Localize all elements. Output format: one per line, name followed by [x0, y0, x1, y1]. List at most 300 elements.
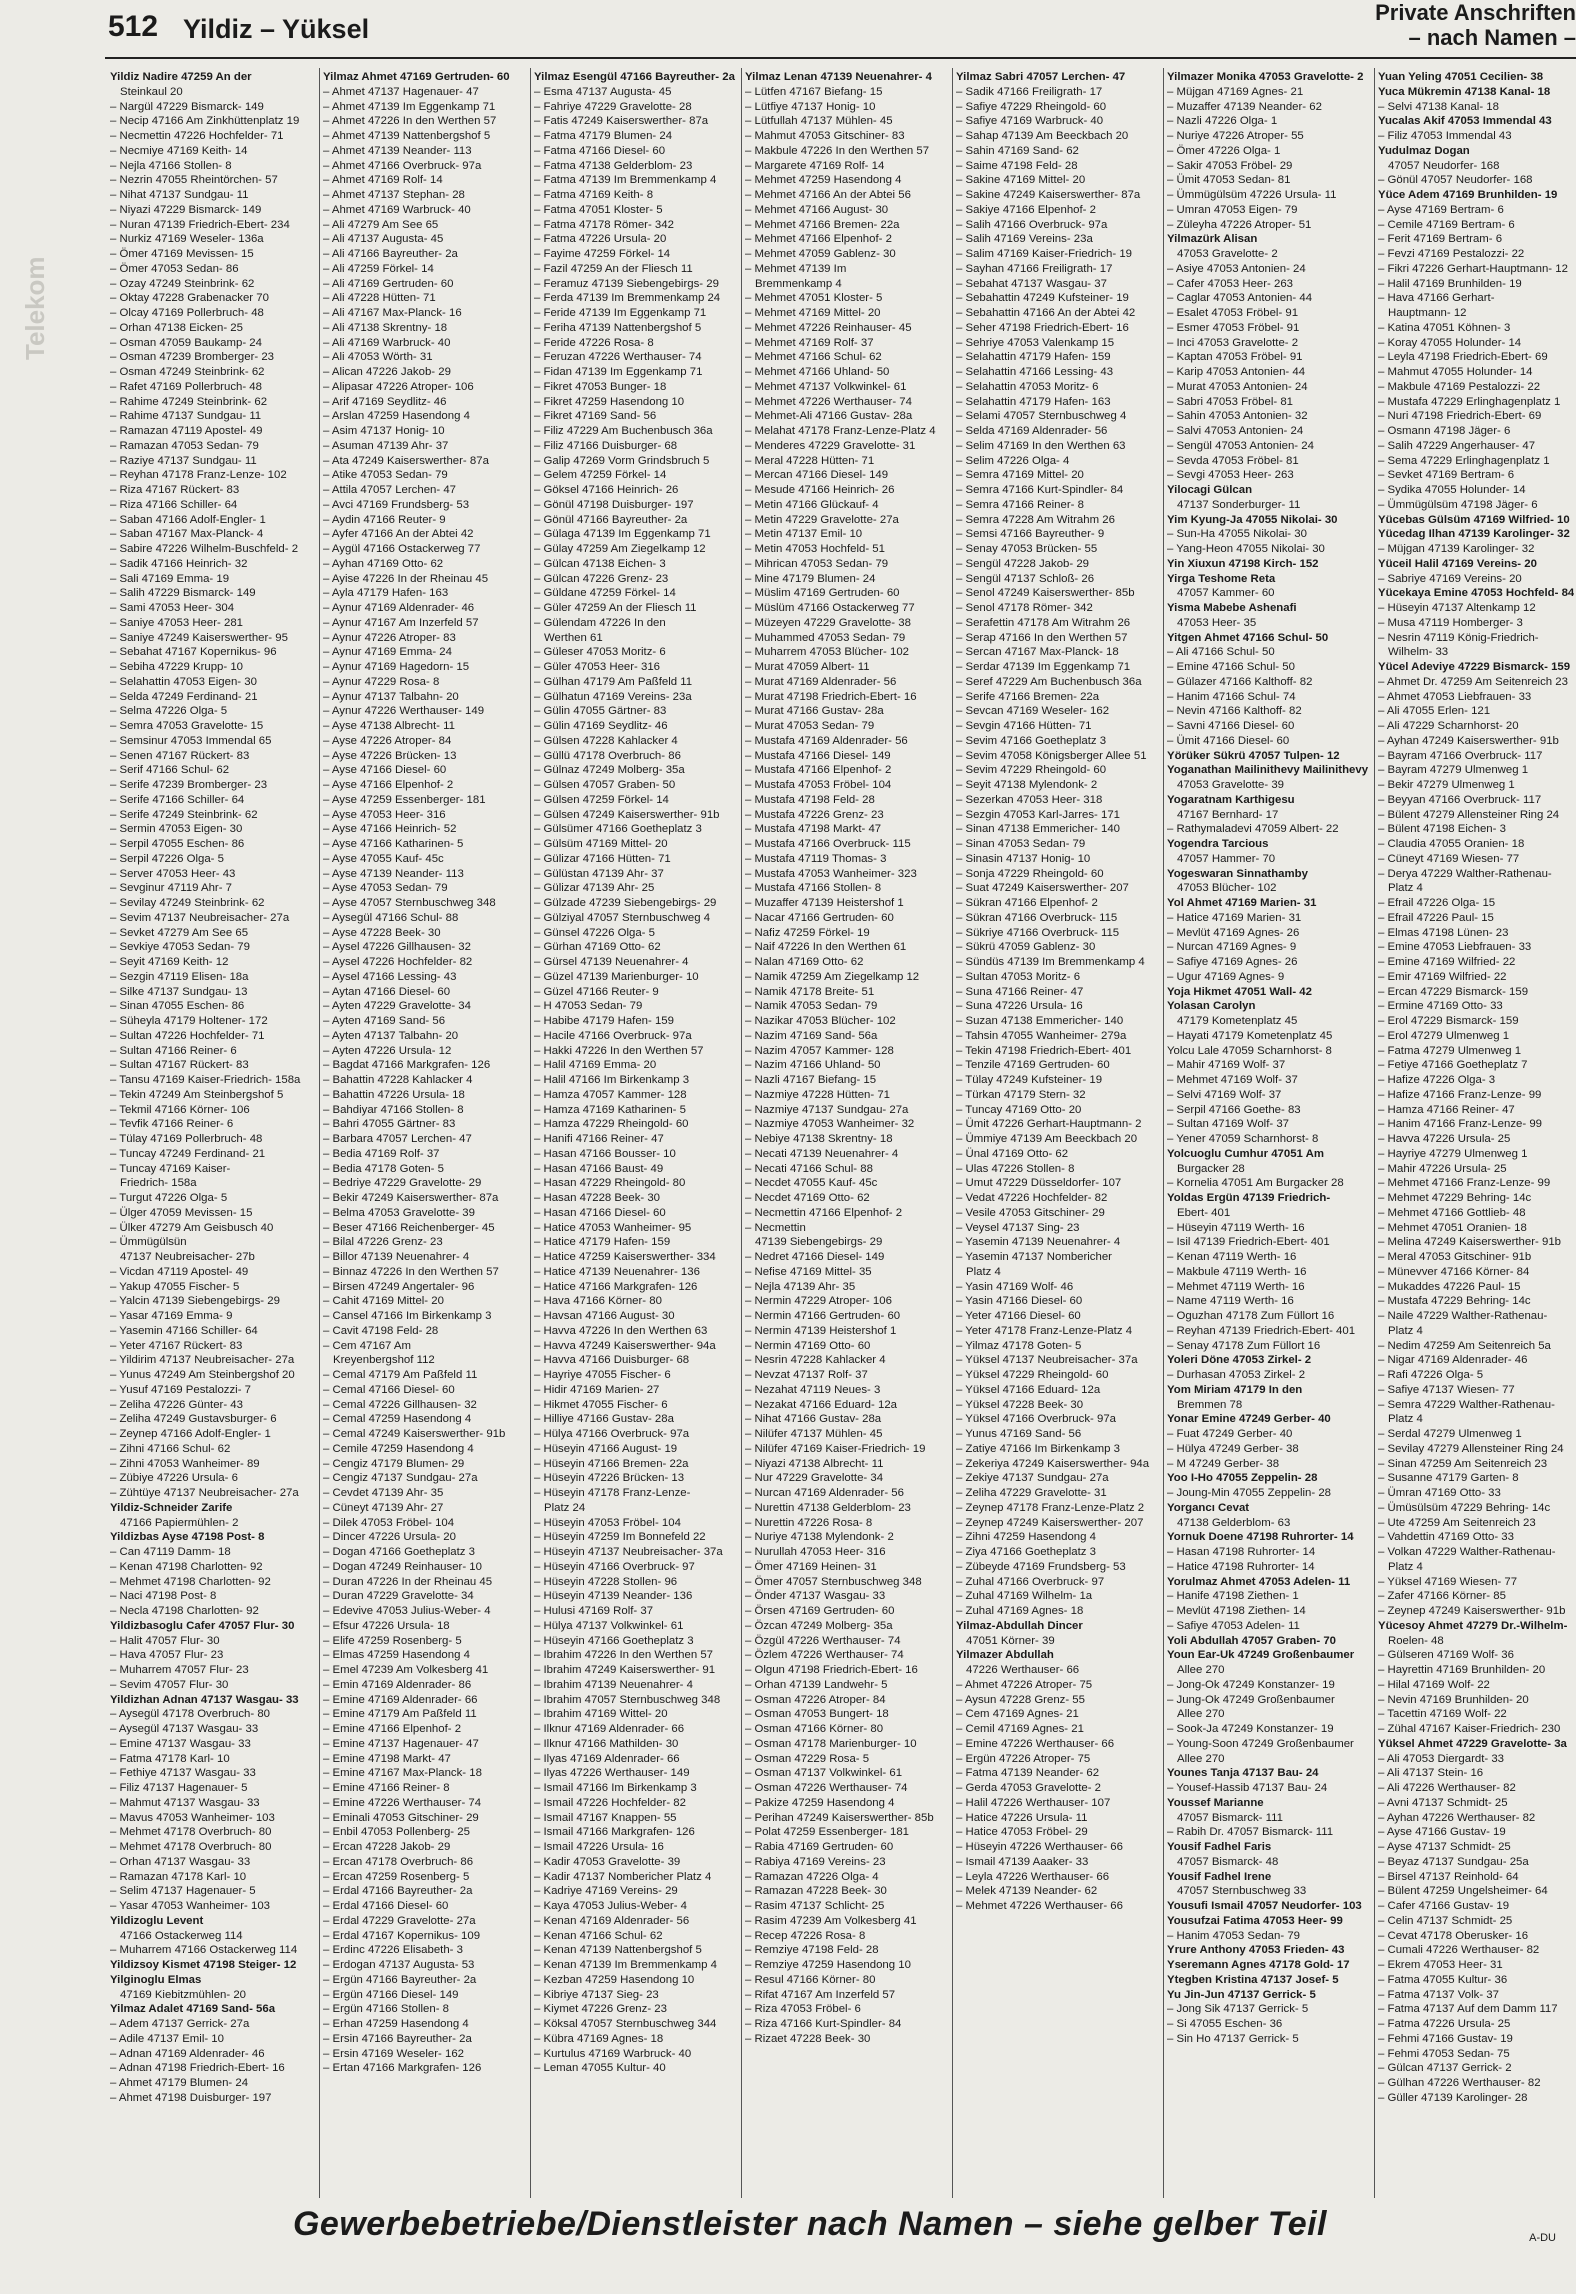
listing-entry: – Mahmut 47053 Gitschiner- 83	[745, 130, 905, 142]
listing-entry: Yim Kyung-Ja 47055 Nikolai- 30	[1167, 513, 1338, 526]
listing-entry: – Attila 47057 Lerchen- 47	[323, 484, 456, 496]
listing-entry: – Recep 47226 Rosa- 8	[745, 1929, 866, 1942]
listing-entry: – Margarete 47169 Rolf- 14	[745, 159, 885, 172]
listing-entry: – Sinan 47259 Am Seitenreich 23	[1378, 1457, 1548, 1470]
listing-entry: – Mustafa 47053 Fröbel- 104	[745, 779, 892, 791]
listing-entry-continuation: 47057 Bismarck- 48	[1177, 1855, 1279, 1868]
listing-entry: – Zeynep 47249 Kaiserswerther- 207	[956, 1516, 1144, 1529]
listing-entry: – Güler 47259 An der Fliesch 11	[534, 602, 697, 614]
listing-entry: – Nezahat 47119 Neues- 3	[745, 1383, 881, 1396]
listing-entry: – Sakine 47169 Mittel- 20	[956, 174, 1086, 187]
listing-entry: – Ümmügülsüm 47226 Ursula- 11	[1167, 189, 1337, 201]
listing-entry: – Orhan 47138 Eicken- 25	[110, 321, 243, 334]
listing-entry: – Suzan 47138 Emmericher- 140	[956, 1015, 1124, 1027]
listing-entry: – Nihat 47166 Gustav- 28a	[745, 1413, 882, 1426]
listing-entry: – Umut 47229 Düsseldorfer- 107	[956, 1177, 1122, 1190]
listing-entry: – Gülay 47259 Am Ziegelkamp 12	[534, 543, 706, 555]
listing-entry: – Emine 47226 Werthauser- 74	[323, 1796, 482, 1809]
listing-entry: – Mustafa 47198 Feld- 28	[745, 793, 875, 806]
listing-entry: – Selahattin 47053 Eigen- 30	[110, 675, 257, 688]
listing-entry: – Ümmügülsün	[110, 1236, 187, 1249]
listing-entry: – Hacile 47166 Overbruck- 97a	[534, 1029, 692, 1042]
listing-entry: – Gülziyal 47057 Sternbuschweg 4	[534, 911, 711, 924]
listing-entry: – Ismail 47166 Markgrafen- 126	[534, 1826, 695, 1839]
listing-entry: – Ilyas 47169 Aldenrader- 66	[534, 1752, 680, 1765]
listing-entry: – Namik 47178 Breite- 51	[745, 985, 875, 998]
listing-entry: – Senay 47053 Brücken- 55	[956, 543, 1098, 555]
listing-entry: – Selvi 47138 Kanal- 18	[1378, 100, 1499, 113]
listing-entry: – Fatma 47138 Gelderblom- 23	[534, 159, 693, 172]
listing-entry: – Yeter 47178 Franz-Lenze-Platz 4	[956, 1324, 1133, 1337]
listing-entry: – Ibrahim 47057 Sternbuschweg 348	[534, 1693, 721, 1706]
listing-entry: – Mehmet 47051 Kloster- 5	[745, 292, 883, 305]
listing-entry: – Bülent 47198 Eichen- 3	[1378, 823, 1506, 836]
listing-entry: – Olgun 47198 Friedrich-Ebert- 16	[745, 1664, 918, 1676]
listing-entry: – Cavit 47198 Feld- 28	[323, 1324, 439, 1337]
listing-entry: – Namik 47053 Sedan- 79	[745, 1000, 878, 1013]
listing-entry: – Nilüfer 47137 Mühlen- 45	[745, 1428, 883, 1440]
listing-entry: – Nevin 47166 Kalthoff- 82	[1167, 705, 1302, 718]
listing-entry-continuation: Platz 4	[1388, 882, 1423, 895]
listing-entry: – Fatis 47249 Kaiserswerther- 87a	[534, 115, 709, 128]
listing-entry: – Ayse 47228 Beek- 30	[323, 926, 441, 939]
listing-entry: – Fehmi 47053 Sedan- 75	[1378, 2047, 1510, 2060]
listing-entry: – Selda 47169 Aldenrader- 56	[956, 425, 1108, 437]
listing-entry: – Ayse 47053 Heer- 316	[323, 808, 446, 821]
listing-entry: – Necmettin 47166 Elpenhof- 2	[745, 1206, 903, 1219]
listing-entry: – Mahir 47169 Wolf- 37	[1167, 1059, 1286, 1072]
listing-entry: – Gülizar 47166 Hütten- 71	[534, 852, 671, 865]
listing-entry: – Feride 47226 Rosa- 8	[534, 336, 654, 349]
listing-entry-continuation: 47137 Sonderburger- 11	[1177, 498, 1301, 511]
listing-entry: – Kaptan 47053 Fröbel- 91	[1167, 351, 1303, 364]
listing-entry: – Hilliye 47166 Gustav- 28a	[534, 1413, 674, 1426]
listing-entry: – Sinan 47138 Emmericher- 140	[956, 823, 1120, 836]
listing-entry: – Cemal 47259 Hasendong 4	[323, 1413, 472, 1426]
listing-entry: – Emine 47169 Wilfried- 22	[1378, 956, 1516, 968]
listing-entry: – Resul 47166 Körner- 80	[745, 1973, 876, 1986]
listing-entry: – Yasar 47169 Emma- 9	[110, 1310, 233, 1322]
listing-entry: – Ahmet 47226 In den Werthen 57	[323, 115, 497, 128]
listing-entry: – Derya 47229 Walther-Rathenau-	[1378, 867, 1552, 880]
listing-entry: – Aynur 47169 Hagedorn- 15	[323, 661, 470, 673]
listing-entry: – Tekmil 47166 Körner- 106	[110, 1103, 250, 1116]
listing-entry: – Hafize 47166 Franz-Lenze- 99	[1378, 1088, 1542, 1101]
listing-entry: – Hülya 47137 Volkwinkel- 61	[534, 1619, 684, 1632]
listing-entry: – Ahmet 47226 Atroper- 75	[956, 1678, 1093, 1691]
listing-entry: – Ali 47137 Augusta- 45	[323, 233, 444, 246]
listing-entry: – Hatice 47166 Markgrafen- 126	[534, 1280, 698, 1293]
listing-entry: – Güldane 47259 Förkel- 14	[534, 587, 676, 600]
listing-entry: – Ercan 47228 Jakob- 29	[323, 1841, 451, 1853]
listing-entry: – Rahime 47137 Sundgau- 11	[110, 410, 262, 423]
section-category: Private Anschriften	[1375, 0, 1576, 25]
listing-entry: – Tuncay 47169 Kaiser-	[110, 1162, 231, 1175]
listing-entry: Yom Miriam 47179 In den	[1167, 1383, 1303, 1396]
listing-entry: – Murat 47053 Sedan- 79	[745, 720, 875, 732]
listing-entry: – Nazli 47226 Olga- 1	[1167, 115, 1278, 128]
listing-entry: – Rizaet 47228 Beek- 30	[745, 2032, 871, 2045]
listing-entry: – Namik 47259 Am Ziegelkamp 12	[745, 970, 920, 983]
listing-entry: – Kornelia 47051 Am Burgacker 28	[1167, 1177, 1344, 1190]
listing-entry: – Rasim 47239 Am Volkesberg 41	[745, 1914, 917, 1927]
listing-entry: – Lütfiye 47137 Honig- 10	[745, 100, 876, 113]
listing-entry: – Avci 47169 Frundsberg- 53	[323, 498, 470, 511]
listing-entry: – Melek 47139 Neander- 62	[956, 1885, 1098, 1898]
listing-entry: – Aynur 47229 Rosa- 8	[323, 675, 440, 688]
listing-entry: – Mehmet 47166 Franz-Lenze- 99	[1378, 1177, 1551, 1190]
listing-entry: – Güzel 47166 Reuter- 9	[534, 985, 659, 998]
listing-entry: – Mehmet 47166 Uhland- 50	[745, 366, 890, 378]
listing-entry: – Esalet 47053 Fröbel- 91	[1167, 307, 1299, 319]
listing-entry: – Nedret 47166 Diesel- 149	[745, 1251, 885, 1263]
listing-entry: – Serap 47166 In den Werthen 57	[956, 631, 1128, 644]
listing-entry: – Fatma 47226 Ursula- 25	[1378, 2018, 1511, 2030]
listing-entry: – Cemal 47179 Am Paßfeld 11	[323, 1369, 478, 1381]
listing-entry: – Sultan 47053 Moritz- 6	[956, 970, 1081, 983]
listing-entry: – Ramazan 47119 Apostel- 49	[110, 425, 263, 437]
listing-entry: – Claudia 47055 Oranien- 18	[1378, 838, 1525, 850]
listing-column-1	[110, 70, 318, 2200]
listing-entry: – Gülsen 47259 Förkel- 14	[534, 793, 669, 806]
listing-entry: – Caglar 47053 Antonien- 44	[1167, 292, 1313, 305]
listing-entry: Yilginoglu Elmas	[110, 1973, 202, 1986]
listing-entry: – Sükran 47166 Overbruck- 115	[956, 911, 1118, 924]
listing-entry: – Hatice 47053 Wanheimer- 95	[534, 1221, 692, 1234]
listing-entry: – Rahime 47249 Steinbrink- 62	[110, 395, 268, 408]
listing-entry: – Ülger 47059 Mevissen- 15	[110, 1206, 253, 1219]
listing-entry: – Osman 47239 Bromberger- 23	[110, 351, 274, 364]
listing-entry: – Nesrin 47228 Kahlacker 4	[745, 1354, 886, 1367]
listing-entry: – Erdogan 47137 Augusta- 53	[323, 1959, 475, 1971]
listing-entry: – Nuriye 47138 Mylendonk- 2	[745, 1531, 894, 1544]
listing-entry: – Gülsüm 47169 Mittel- 20	[534, 838, 668, 850]
listing-entry: – Makbule 47226 In den Werthen 57	[745, 144, 930, 157]
listing-entry: – Güleser 47053 Moritz- 6	[534, 646, 666, 659]
listing-entry: – Celin 47137 Schmidt- 25	[1378, 1914, 1513, 1927]
listing-entry: – Özlem 47226 Werthauser- 74	[745, 1649, 904, 1662]
listing-entry: – Osman 47137 Volkwinkel- 61	[745, 1767, 903, 1780]
listing-entry: – Kenan 47119 Werth- 16	[1167, 1251, 1297, 1263]
listing-entry: – Makbule 47169 Pestalozzi- 22	[1378, 380, 1541, 393]
listing-entry: – Cafer 47053 Heer- 263	[1167, 277, 1294, 290]
listing-entry-continuation: 47053 Blücher- 102	[1177, 882, 1277, 895]
listing-entry: – Ayse 47139 Neander- 113	[323, 867, 464, 880]
listing-entry: – Havva 47166 Duisburger- 68	[534, 1354, 690, 1367]
listing-entry-continuation: Allee 270	[1177, 1708, 1225, 1721]
listing-entry: – Yildirim 47137 Neubreisacher- 27a	[110, 1354, 295, 1367]
listing-entry: – Hüseyin 47166 August- 19	[534, 1442, 678, 1455]
listing-entry-continuation: Allee 270	[1177, 1664, 1225, 1676]
listing-entry: – Rifat 47167 Am Inzerfeld 57	[745, 1988, 896, 2001]
listing-entry: – Hüseyin 47166 Overbruck- 97	[534, 1560, 695, 1573]
listing-entry: – Kübra 47169 Agnes- 18	[534, 2032, 664, 2045]
listing-entry: Yorgancı Cevat	[1167, 1501, 1250, 1514]
listing-entry: – Nazli 47167 Biefang- 15	[745, 1074, 877, 1086]
listing-entry: – Müjgan 47169 Agnes- 21	[1167, 85, 1304, 98]
listing-entry: – Mustafa 47169 Aldenrader- 56	[745, 734, 908, 747]
listing-entry: – Salvi 47053 Antonien- 24	[1167, 425, 1304, 437]
listing-entry: – Gülcan 47137 Gerrick- 2	[1378, 2062, 1512, 2075]
listing-entry: – Nacar 47166 Gertruden- 60	[745, 911, 894, 924]
listing-entry: – Sevim 47057 Flur- 30	[110, 1678, 229, 1691]
listing-entry: Yoleri Döne 47053 Zirkel- 2	[1167, 1354, 1312, 1367]
listing-entry: – Hidir 47169 Marien- 27	[534, 1383, 660, 1396]
listing-entry: – Osman 47178 Marienburger- 10	[745, 1737, 917, 1750]
listing-entry: – Saime 47198 Feld- 28	[956, 159, 1078, 172]
listing-entry: – Asiye 47053 Antonien- 24	[1167, 262, 1306, 275]
listing-entry: – Müzeyen 47229 Gravelotte- 38	[745, 616, 911, 629]
listing-entry: – Dogan 47249 Reinhauser- 10	[323, 1560, 482, 1573]
listing-entry: – Beyyan 47166 Overbruck- 117	[1378, 793, 1542, 806]
listing-entry: – Mehmet 47119 Werth- 16	[1167, 1280, 1305, 1293]
listing-entry: – Havsan 47166 August- 30	[534, 1310, 675, 1322]
listing-entry: – Sebahattin 47249 Kufsteiner- 19	[956, 292, 1129, 305]
listing-entry: – Rabia 47169 Gertruden- 60	[745, 1841, 894, 1853]
listing-entry: – Bilal 47226 Grenz- 23	[323, 1236, 443, 1249]
listing-entry: – Ayse 47166 Katharinen- 5	[323, 838, 464, 850]
listing-entry: – Mahmut 47055 Holunder- 14	[1378, 366, 1533, 378]
listing-entry: Yuan Yeling 47051 Cecilien- 38	[1378, 71, 1544, 83]
listing-entry: – Nurcan 47169 Agnes- 9	[1167, 941, 1297, 954]
listing-entry: – Hatice 47169 Marien- 31	[1167, 911, 1302, 924]
listing-entry: – Hava 47166 Körner- 80	[534, 1295, 662, 1308]
listing-entry: – Salih 47229 Angerhauser- 47	[1378, 439, 1536, 452]
listing-entry: – Zihni 47053 Wanheimer- 89	[110, 1457, 260, 1470]
listing-entry: – Zihni 47259 Hasendong 4	[956, 1531, 1096, 1544]
listing-entry: – Tülay 47169 Pollerbruch- 48	[110, 1133, 263, 1145]
listing-entry: – Mehmet 47229 Behring- 14c	[1378, 1192, 1532, 1204]
listing-entry: – Dincer 47226 Ursula- 20	[323, 1531, 456, 1544]
listing-entry: – Cumali 47226 Werthauser- 82	[1378, 1944, 1540, 1957]
listing-entry: – Zekeriya 47249 Kaiserswerther- 94a	[956, 1457, 1150, 1470]
listing-entry: – Ali 47167 Max-Planck- 16	[323, 307, 462, 319]
listing-entry: – Vicdan 47119 Apostel- 49	[110, 1265, 249, 1278]
listing-entry: – Ahmet Dr. 47259 Am Seitenreich 23	[1378, 675, 1568, 688]
listing-entry: – Havva 47226 Ursula- 25	[1378, 1133, 1511, 1145]
listing-entry: – Senay 47178 Zum Füllort 16	[1167, 1339, 1321, 1352]
listing-entry: Youssef Marianne	[1167, 1796, 1264, 1809]
listing-entry: – Saban 47167 Max-Planck- 4	[110, 528, 264, 541]
listing-entry: – Young-Soon 47249 Großenbaumer	[1167, 1737, 1354, 1750]
listing-column-3	[534, 70, 742, 2200]
listing-entry: – Hüseyin 47166 Bremen- 22a	[534, 1457, 689, 1470]
listing-entry: – Necdet 47169 Otto- 62	[745, 1192, 870, 1204]
listing-entry: – Ayhan 47169 Otto- 62	[323, 557, 444, 570]
listing-entry: – Ersin 47169 Weseler- 162	[323, 2047, 464, 2060]
listing-entry: – Hüseyin 47119 Werth- 16	[1167, 1221, 1305, 1234]
listing-entry: – Riza 47166 Schiller- 64	[110, 498, 238, 511]
listing-entry: – Ayse 47053 Sedan- 79	[323, 882, 448, 895]
listing-entry: – Emine 47167 Max-Planck- 18	[323, 1767, 482, 1780]
listing-entry: – Safiye 47053 Adelen- 11	[1167, 1619, 1300, 1632]
listing-entry: – Sadik 47166 Freiligrath- 17	[956, 85, 1103, 98]
listing-entry: Yücekaya Emine 47053 Hochfeld- 84	[1378, 587, 1574, 600]
listing-entry: – Ramazan 47228 Beek- 30	[745, 1885, 887, 1898]
listing-entry: – Avni 47137 Schmidt- 25	[1378, 1796, 1508, 1809]
listing-entry: – Kiymet 47226 Grenz- 23	[534, 2003, 667, 2016]
listing-entry: – M 47249 Gerber- 38	[1167, 1457, 1280, 1470]
listing-entry: – Hikmet 47055 Fischer- 6	[534, 1398, 668, 1411]
listing-entry: – Ismail 47226 Hochfelder- 82	[534, 1796, 686, 1809]
listing-entry: Yilmazer Monika 47053 Gravelotte- 2	[1167, 71, 1364, 83]
listing-entry: – Mehmet 47178 Overbruch- 80	[110, 1826, 272, 1839]
listing-entry: Yorulmaz Ahmet 47053 Adelen- 11	[1167, 1575, 1351, 1588]
listing-entry: – Nazim 47169 Sand- 56a	[745, 1029, 878, 1042]
listing-entry: Yolcuoglu Cumhur 47051 Am	[1167, 1147, 1324, 1160]
listing-entry: – Necmettin	[745, 1221, 806, 1234]
listing-entry: – Hatice 47259 Kaiserswerther- 334	[534, 1251, 716, 1263]
listing-entry: – Habibe 47179 Hafen- 159	[534, 1015, 674, 1027]
listing-entry: – Kadir 47053 Gravelotte- 39	[534, 1855, 681, 1868]
listing-entry: – Zeliha 47249 Gustavsburger- 6	[110, 1413, 277, 1426]
listing-entry: – Cemal 47226 Gillhausen- 32	[323, 1398, 477, 1411]
listing-entry: – Ümit 47166 Diesel- 60	[1167, 734, 1290, 747]
listing-entry: – Gülazer 47166 Kalthoff- 82	[1167, 675, 1313, 688]
listing-entry: – Necla 47198 Charlotten- 92	[110, 1605, 259, 1617]
listing-entry: – Tekin 47198 Friedrich-Ebert- 401	[956, 1044, 1132, 1057]
listing-entry: – Pakize 47259 Hasendong 4	[745, 1796, 895, 1809]
listing-entry-continuation: Bremmen 78	[1177, 1398, 1243, 1411]
listing-entry: – Ahmet 47179 Blumen- 24	[110, 2077, 249, 2089]
listing-entry: – Serife 47239 Bromberger- 23	[110, 779, 268, 791]
listing-entry: – Safiye 47137 Wiesen- 77	[1378, 1383, 1515, 1396]
listing-entry: – Fuat 47249 Gerber- 40	[1167, 1428, 1293, 1440]
listing-entry: – Yasemin 47139 Neuenahrer- 4	[956, 1236, 1121, 1249]
listing-entry: – Hayrettin 47169 Brunhilden- 20	[1378, 1664, 1546, 1676]
listing-entry: – Ergün 47166 Diesel- 149	[323, 1988, 459, 2001]
listing-entry: – Durhasan 47053 Zirkel- 2	[1167, 1369, 1306, 1381]
listing-entry: Yildizsoy Kismet 47198 Steiger- 12	[110, 1959, 297, 1971]
listing-entry: – Emine 47137 Wasgau- 33	[110, 1737, 251, 1750]
listing-entry: – Zihni 47166 Schul- 62	[110, 1442, 231, 1455]
listing-entry: – Fikri 47226 Gerhart-Hauptmann- 12	[1378, 262, 1568, 275]
listing-entry: – Necip 47166 Am Zinkhüttenplatz 19	[110, 115, 300, 128]
listing-entry: – Koray 47055 Holunder- 14	[1378, 336, 1522, 349]
listing-entry: – Hatice 47226 Ursula- 11	[956, 1811, 1088, 1824]
listing-entry: – Önder 47137 Wasgau- 33	[745, 1590, 886, 1603]
listing-entry: – Nurkiz 47169 Weseler- 136a	[110, 233, 264, 246]
listing-entry: – Leyla 47198 Friedrich-Ebert- 69	[1378, 351, 1548, 364]
listing-entry: – Nalan 47169 Otto- 62	[745, 956, 864, 968]
listing-entry: – Gülizar 47139 Ahr- 25	[534, 882, 655, 895]
listing-entry: – Selahattin 47179 Hafen- 159	[956, 351, 1111, 364]
listing-entry: – Hatice 47139 Neuenahrer- 136	[534, 1265, 700, 1278]
listing-entry: – Ömer 47057 Sternbuschweg 348	[745, 1575, 922, 1588]
listing-entry: – Ömer 47169 Mevissen- 15	[110, 248, 254, 260]
listing-entry: – Nurullah 47053 Heer- 316	[745, 1546, 886, 1558]
listing-entry: – Gülhatun 47169 Vereins- 23a	[534, 690, 692, 703]
listing-entry: Yilmaz Esengül 47166 Bayreuther- 2a	[534, 71, 735, 83]
listing-entry: – Necmiye 47169 Keith- 14	[110, 144, 248, 157]
listing-entry: – Ayse 47137 Schmidt- 25	[1378, 1841, 1511, 1853]
listing-entry: – Sercan 47167 Max-Planck- 18	[956, 646, 1119, 659]
listing-entry: – Örsen 47169 Gertruden- 60	[745, 1605, 895, 1617]
listing-entry: – Mavus 47053 Wanheimer- 103	[110, 1811, 275, 1824]
listing-entry: – Hasan 47229 Rheingold- 80	[534, 1177, 686, 1190]
listing-entry: – Halil 47166 Im Birkenkamp 3	[534, 1074, 690, 1086]
listing-entry-continuation: 47166 Papiermühlen- 2	[120, 1516, 239, 1529]
listing-entry: – Sultan 47166 Reiner- 6	[110, 1044, 237, 1057]
listing-entry: – Ismail 47166 Im Birkenkamp 3	[534, 1782, 697, 1794]
listing-entry: Yildizbas Ayse 47198 Post- 8	[110, 1531, 265, 1544]
listing-entry: – Sabriye 47169 Vereins- 20	[1378, 572, 1522, 585]
listing-entry: – Fethiye 47137 Wasgau- 33	[110, 1767, 256, 1780]
listing-entry: Yücebas Gülsüm 47169 Wilfried- 10	[1378, 513, 1570, 526]
listing-entry: – Selahattin 47053 Moritz- 6	[956, 380, 1099, 393]
listing-entry: – Yener 47059 Scharnhorst- 8	[1167, 1133, 1319, 1145]
listing-entry-continuation: Steinkaul 20	[120, 85, 183, 98]
listing-entry: – Emine 47166 Schul- 50	[1167, 661, 1295, 673]
listing-entry: – Gülhan 47179 Am Paßfeld 11	[534, 675, 693, 688]
listing-entry: – Nafiz 47259 Förkel- 19	[745, 926, 870, 939]
listing-entry: – Birsen 47249 Angertaler- 96	[323, 1280, 475, 1293]
listing-entry: – Gerda 47053 Gravelotte- 2	[956, 1782, 1102, 1794]
listing-entry: Yornuk Doene 47198 Ruhrorter- 14	[1167, 1531, 1354, 1544]
listing-entry: Yousufi Ismail 47057 Neudorfer- 103	[1167, 1900, 1362, 1912]
listing-entry: – Filiz 47166 Duisburger- 68	[534, 439, 678, 452]
listing-entry: – Binnaz 47226 In den Werthen 57	[323, 1265, 499, 1278]
listing-entry: Yoja Hikmet 47051 Wall- 42	[1167, 985, 1312, 998]
listing-entry: – Mercan 47166 Diesel- 149	[745, 469, 889, 482]
listing-entry: – Fidan 47139 Im Eggenkamp 71	[534, 366, 703, 378]
listing-entry: – Osman 47059 Baukamp- 24	[110, 336, 262, 349]
listing-entry: – Leyla 47226 Werthauser- 66	[956, 1870, 1110, 1883]
listing-entry: – Ute 47259 Am Seitenreich 23	[1378, 1516, 1536, 1529]
listing-entry: – Özgül 47226 Werthauser- 74	[745, 1634, 901, 1647]
listing-entry: – Hüseyin 47178 Franz-Lenze-	[534, 1487, 691, 1499]
listing-entry: – Salih 47166 Overbruck- 97a	[956, 218, 1108, 231]
listing-entry: – Mehmet 47169 Wolf- 37	[1167, 1074, 1298, 1086]
listing-entry: – Cemile 47169 Bertram- 6	[1378, 218, 1515, 231]
listing-entry: – Ergün 47166 Bayreuther- 2a	[323, 1973, 477, 1986]
listing-entry: – Perihan 47249 Kaiserswerther- 85b	[745, 1811, 934, 1824]
listing-entry: – Filiz 47229 Am Buchenbusch 36a	[534, 425, 713, 437]
listing-entry: – Semra 47053 Gravelotte- 15	[110, 720, 264, 732]
listing-entry-continuation: 47169 Kiebitzmühlen- 20	[120, 1988, 247, 2001]
listing-entry: – Gülnaz 47249 Molberg- 35a	[534, 764, 685, 777]
listing-entry: – Fatma 47055 Kultur- 36	[1378, 1973, 1508, 1986]
listing-entry: – Metin 47166 Glückauf- 4	[745, 498, 879, 511]
listing-entry: Yseremann Agnes 47178 Gold- 17	[1167, 1959, 1350, 1971]
listing-entry: – Zafer 47166 Körner- 85	[1378, 1590, 1506, 1603]
listing-entry: – Aytan 47166 Diesel- 60	[323, 985, 451, 998]
listing-entry: – Hafize 47226 Olga- 3	[1378, 1074, 1496, 1086]
listing-entry: – Ayten 47169 Sand- 56	[323, 1015, 446, 1027]
listing-entry: – Vesile 47053 Gitschiner- 29	[956, 1206, 1105, 1219]
listing-entry: – Hayriye 47055 Fischer- 6	[534, 1369, 671, 1381]
listing-entry: – Cevdet 47139 Ahr- 35	[323, 1487, 444, 1499]
listing-entry: – Aysegül 47166 Schul- 88	[323, 911, 459, 924]
listing-entry: – Ozay 47249 Steinbrink- 62	[110, 277, 255, 290]
listing-entry: – Gülcan 47226 Grenz- 23	[534, 572, 669, 585]
listing-entry: – Vahdettin 47169 Otto- 33	[1378, 1531, 1514, 1544]
listing-entry: – Ergün 47226 Atroper- 75	[956, 1752, 1091, 1765]
listing-entry: Yildiz-Schneider Zarife	[110, 1501, 233, 1514]
listing-entry: – Ayhan 47249 Kaiserswerther- 91b	[1378, 734, 1559, 747]
listing-entry: – Hanim 47166 Schul- 74	[1167, 690, 1296, 703]
listing-entry: – Cem 47167 Am	[323, 1339, 412, 1352]
listing-entry: – Adnan 47169 Aldenrader- 46	[110, 2047, 265, 2060]
listing-entry: – Sengül 47137 Schloß- 26	[956, 572, 1095, 585]
listing-entry: – Cahit 47169 Mittel- 20	[323, 1295, 444, 1308]
listing-entry: – Muharrem 47166 Ostackerweg 114	[110, 1944, 298, 1957]
listing-entry: Yoganathan Mailinithevy Mailinithevy	[1167, 764, 1369, 777]
listing-entry: – Selvi 47169 Wolf- 37	[1167, 1088, 1282, 1101]
listing-entry: – Yasin 47166 Diesel- 60	[956, 1295, 1083, 1308]
listing-entry: – Mehmet 47051 Oranien- 18	[1378, 1221, 1527, 1234]
listing-entry: – Cem 47169 Agnes- 21	[956, 1708, 1079, 1721]
